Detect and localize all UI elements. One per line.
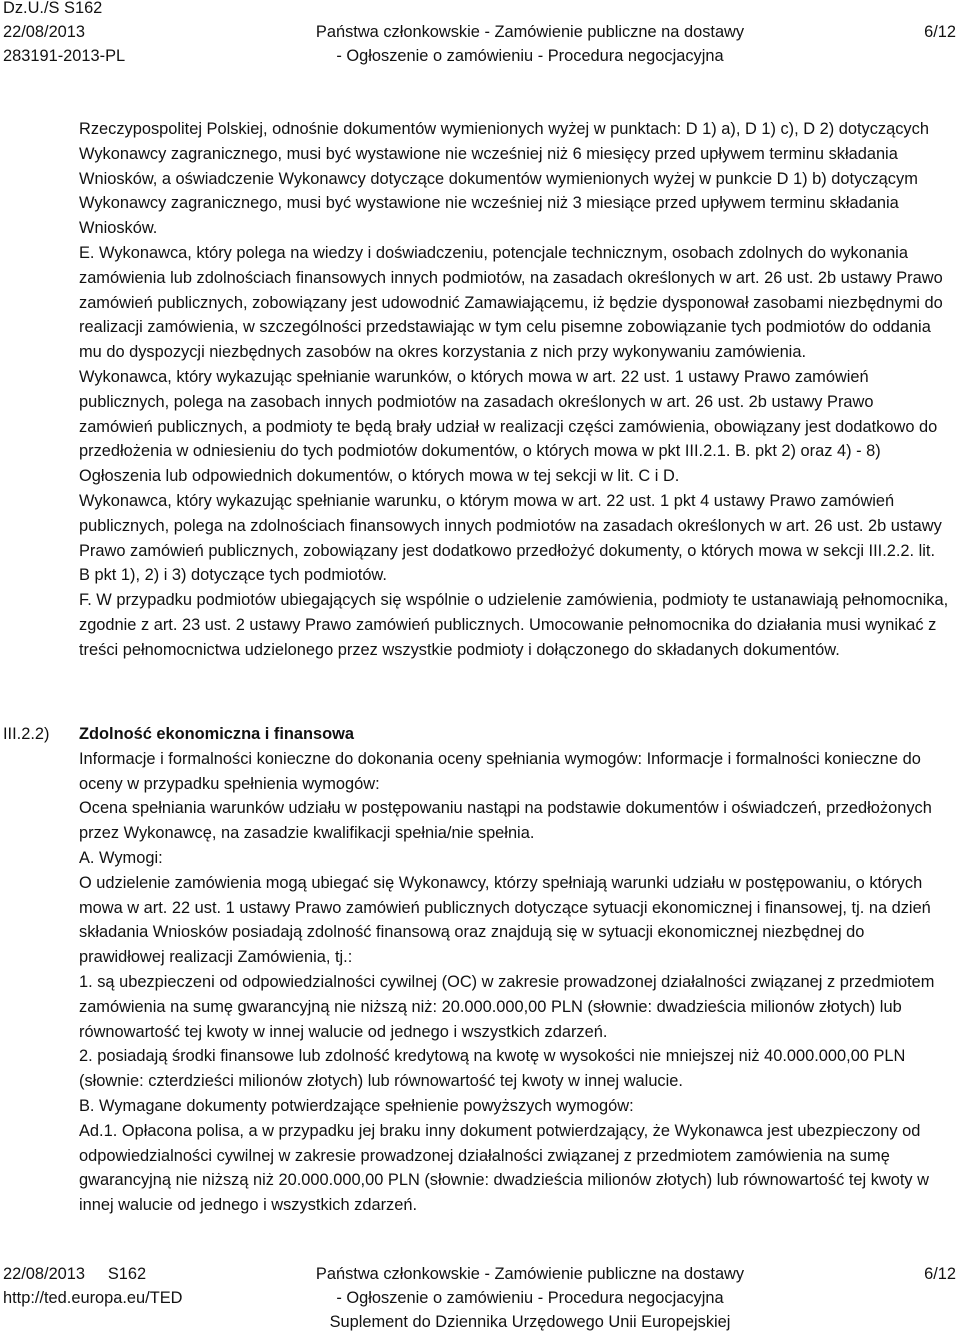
section-number: III.2.2)	[3, 725, 50, 743]
paragraph: 2. posiadają środki finansowe lub zdolność kredytową na kwotę w wysokości nie mniejszej niż 40.000.000,00 PLN (słownie: czterdzieści milionów złotych) lub równowartość tej kwoty w innej walucie.	[79, 1047, 906, 1091]
footer-date: 22/08/2013	[3, 1265, 86, 1283]
paragraph: Ocena spełniania warunków udziału w postępowaniu nastąpi na podstawie dokumentów i oświadczeń, przedłożonych przez Wykonawcę, na zasadzie kwalifikacji spełnia/nie spełnia.	[79, 799, 932, 843]
header-doc-id: 283191-2013-PL	[3, 47, 126, 65]
footer-title-line1: Państwa członkowskie - Zamówienie publiczne na dostawy	[315, 1265, 745, 1283]
footer-url[interactable]: http://ted.europa.eu/TED	[3, 1289, 183, 1307]
footer-date-series	[3, 1262, 146, 1286]
paragraph: Wykonawca, który wykazując spełnianie warunku, o którym mowa w art. 22 ust. 1 pkt 4 ustawy Prawo zamówień publicznych, polega na zdolnościach finansowych innych podmiotów na zasadach określonych w art. 26 ust. 2b ustawy Prawo zamówień publicznych, zobowiązany jest dodatkowo przedłożyć dokumenty, o których mowa w sekcji III.2.2. lit. B pkt 1), 2) i 3) dotyczące tych podmiotów.	[79, 491, 942, 585]
paragraph: F. W przypadku podmiotów ubiegających się wspólnie o udzielenie zamówienia, podmioty te ustanawiają pełnomocnika, zgodnie z art. 23 ust. 2 ustawy Prawo zamówień publicznych. Umocowanie pełnomocnika do działania musi wynikać z treści pełnomocnictwa udzielonego przez wszystkie podmioty i dołączonego do składanych dokumentów.	[79, 591, 949, 659]
paragraph: O udzielenie zamówienia mogą ubiegać się Wykonawcy, którzy spełniają warunki udziału w postępowaniu, o których mowa w art. 22 ust. 1 ustawy Prawo zamówień publicznych dotyczące sytuacji ekonomicznej i finansowej, tj. na dzień składania Wniosków posiadają zdolność finansową oraz znajdują się w sytuacji ekonomicznej niezbędnej do prawidłowej realizacji Zamówienia, tj.:	[79, 873, 931, 967]
paragraph: B. Wymagane dokumenty potwierdzające spełnienie powyższych wymogów:	[79, 1096, 634, 1115]
header-date: 22/08/2013	[3, 23, 86, 41]
header-page-number: 6/12	[924, 23, 956, 41]
page-footer	[0, 1262, 960, 1334]
header-title-line1: Państwa członkowskie - Zamówienie publiczne na dostawy	[315, 23, 745, 41]
journal-ref: Dz.U./S S162	[3, 0, 103, 17]
paragraph: Ad.1. Opłacona polisa, a w przypadku jej braku inny dokument potwierdzający, że Wykonawca jest ubezpieczony od odpowiedzialności cywilnej w zakresie prowadzonej działalności związanej z przedmiotem zamówienia na sumę gwarancyjną nie niższą niż 20.000.000,00 PLN (słownie: dwadzieścia milionów złotych) lub równowartość tej kwoty w innej walucie od jednego i wszystkich zdarzeń.	[79, 1121, 929, 1215]
paragraph: Informacje i formalności konieczne do dokonania oceny spełniania wymogów: Informacje i formalności konieczne do oceny w przypadku spełnienia wymogów:	[79, 749, 921, 793]
footer-title-line3: Suplement do Dziennika Urzędowego Unii Europejskiej	[329, 1313, 731, 1331]
section-economic-financial	[79, 722, 949, 1218]
paragraph: A. Wymogi:	[79, 848, 163, 867]
paragraph: E. Wykonawca, który polega na wiedzy i doświadczeniu, potencjale technicznym, osobach zdolnych do wykonania zamówienia lub zdolnościach finansowych innych podmiotów, na zasadach określonych w art. 26 ust. 2b ustawy Prawo zamówień publicznych, zobowiązany jest udowodnić Zamawiającemu, iż będzie dysponował zasobami niezbędnymi do realizacji zamówienia, w szczególności przedstawiając w tym celu pisemne zobowiązanie tych podmiotów do oddania mu do dyspozycji niezbędnych zasobów na okres korzystania z nich przy wykonywaniu zamówienia.	[79, 243, 943, 362]
paragraph: Wykonawca, który wykazując spełnianie warunków, o których mowa w art. 22 ust. 1 ustawy Prawo zamówień publicznych, polega na zasobach innych podmiotów na zasadach określonych w art. 26 ust. 2b ustawy Prawo zamówień publicznych, a podmioty te będą brały udział w realizacji części zamówienia, obowiązany jest dodatkowo do przedłożenia w odniesieniu do tych podmiotów dokumentów, o których mowa w pkt III.2.1. B. pkt 2) oraz 4) - 8) Ogłoszenia lub odpowiednich dokumentów, o których mowa w tej sekcji w lit. C i D.	[79, 367, 938, 486]
body-paragraphs	[79, 117, 949, 663]
paragraph: 1. są ubezpieczeni od odpowiedzialności cywilnej (OC) w zakresie prowadzonej działalności związanej z przedmiotem zamówienia na sumę gwarancyjną nie niższą niż: 20.000.000,00 PLN (słownie: dwadzieścia milionów złotych) lub równowartość tej kwoty w innej walucie od jednego i wszystkich zdarzeń.	[79, 972, 935, 1041]
footer-series: S162	[107, 1265, 147, 1283]
section-heading: Zdolność ekonomiczna i finansowa	[79, 725, 355, 743]
header-title-line2: - Ogłoszenie o zamówieniu - Procedura negocjacyjna	[336, 47, 724, 65]
paragraph: Rzeczypospolitej Polskiej, odnośnie dokumentów wymienionych wyżej w punktach: D 1) a), D 1) c), D 2) dotyczących Wykonawcy zagranicznego, musi być wystawione nie wcześniej niż 6 miesięcy przed upływem terminu składania Wniosków, a oświadczenie Wykonawcy dotyczące dokumentów wymienionych wyżej w punkcie D 1) b) dotyczącym Wykonawcy zagranicznego, musi być wystawione nie wcześniej niż 3 miesiące przed upływem terminu składania Wniosków.	[79, 120, 929, 238]
page-header	[0, 0, 960, 70]
footer-page-number: 6/12	[924, 1265, 956, 1283]
footer-title-line2: - Ogłoszenie o zamówieniu - Procedura negocjacyjna	[336, 1289, 724, 1307]
